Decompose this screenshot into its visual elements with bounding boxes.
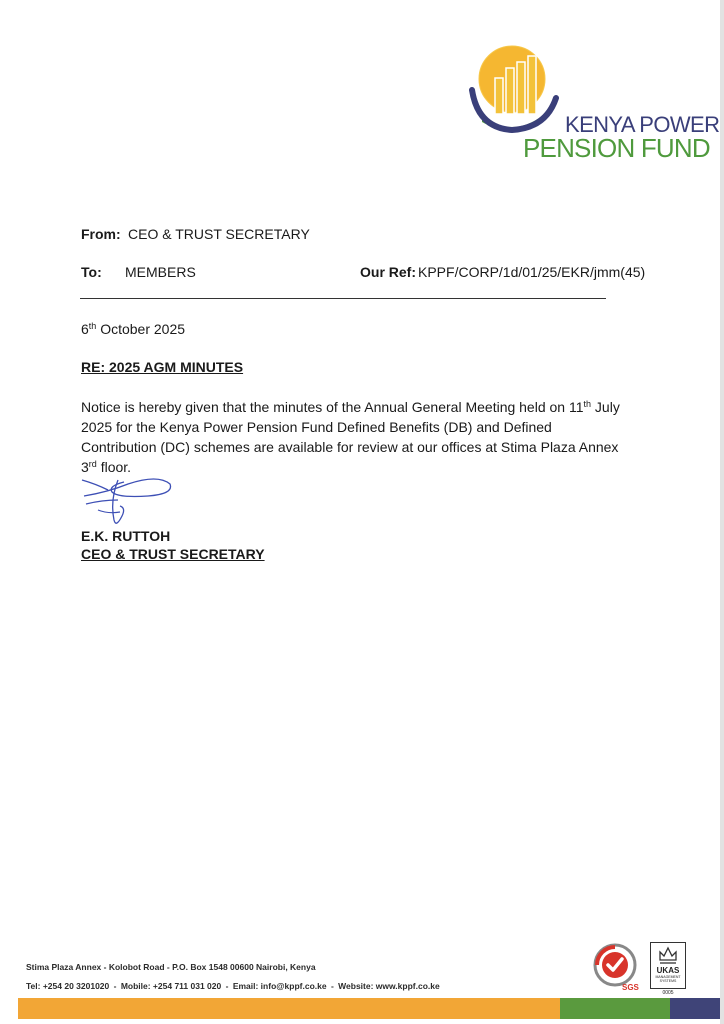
reference-label: Our Ref: [360,264,416,280]
body-superscript-rd: rd [88,459,97,469]
footer-bar-blue [670,998,720,1019]
body-text-part3: floor. [96,459,132,475]
footer-website: Website: www.kppf.co.ke [338,981,440,991]
sgs-text: SGS [622,983,639,992]
iso-certification-badge [592,941,642,993]
body-superscript-th: th [583,399,592,409]
footer-mobile: Mobile: +254 711 031 020 [120,981,222,991]
footer-email: Email: info@kppf.co.ke [232,981,327,991]
header-divider [80,298,606,299]
ukas-number: 0005 [662,990,674,996]
footer-bar-orange [18,998,560,1019]
from-label: From: [81,226,121,242]
footer-address: Stima Plaza Annex - Kolobot Road - P.O. Box 1548 00600 Nairobi, Kenya [26,962,316,972]
to-label: To: [81,264,102,280]
kppf-logo [468,42,720,167]
date-day: 6 [81,321,89,337]
to-value: MEMBERS [125,264,196,280]
logo-emblem-icon [468,42,568,134]
logo-text-kenya-power: KENYA POWER [565,112,720,137]
reference-value: KPPF/CORP/1d/01/25/EKR/jmm(45) [418,264,646,280]
handwritten-signature [78,470,178,532]
page-edge [720,0,724,1024]
footer-contact: Tel: +254 20 3201020 - Mobile: +254 711 031 020 - Email: info@kppf.co.ke - Website: www.kppf.co.ke [26,981,440,991]
letter-body [81,397,626,477]
signer-name: E.K. RUTTOH [81,528,171,544]
footer-bar-green [560,998,670,1019]
ukas-subtitle: MANAGEMENT SYSTEMS [655,975,681,983]
signer-title: CEO & TRUST SECRETARY [81,546,265,562]
letter-date [81,321,185,337]
footer-tel: Tel: +254 20 3201020 [26,981,110,991]
ukas-label: UKAS [656,966,680,975]
body-text-part1: Notice is hereby given that the minutes of the Annual General Meeting held on 11 [81,399,584,415]
date-suffix: th [88,321,97,331]
logo-text-pension-fund: PENSION FUND [523,133,710,163]
letter-subject: RE: 2025 AGM MINUTES [81,359,244,375]
date-month-year: October 2025 [96,321,186,337]
from-value: CEO & TRUST SECRETARY [128,226,310,242]
ukas-badge [650,942,686,996]
body-text-part2: July 2025 for the Kenya Power Pension Fund Defined Benefits (DB) and Defined Contribution (DC) schemes are available for review at our offices at Stima Plaza Annex 3 [81,399,620,475]
